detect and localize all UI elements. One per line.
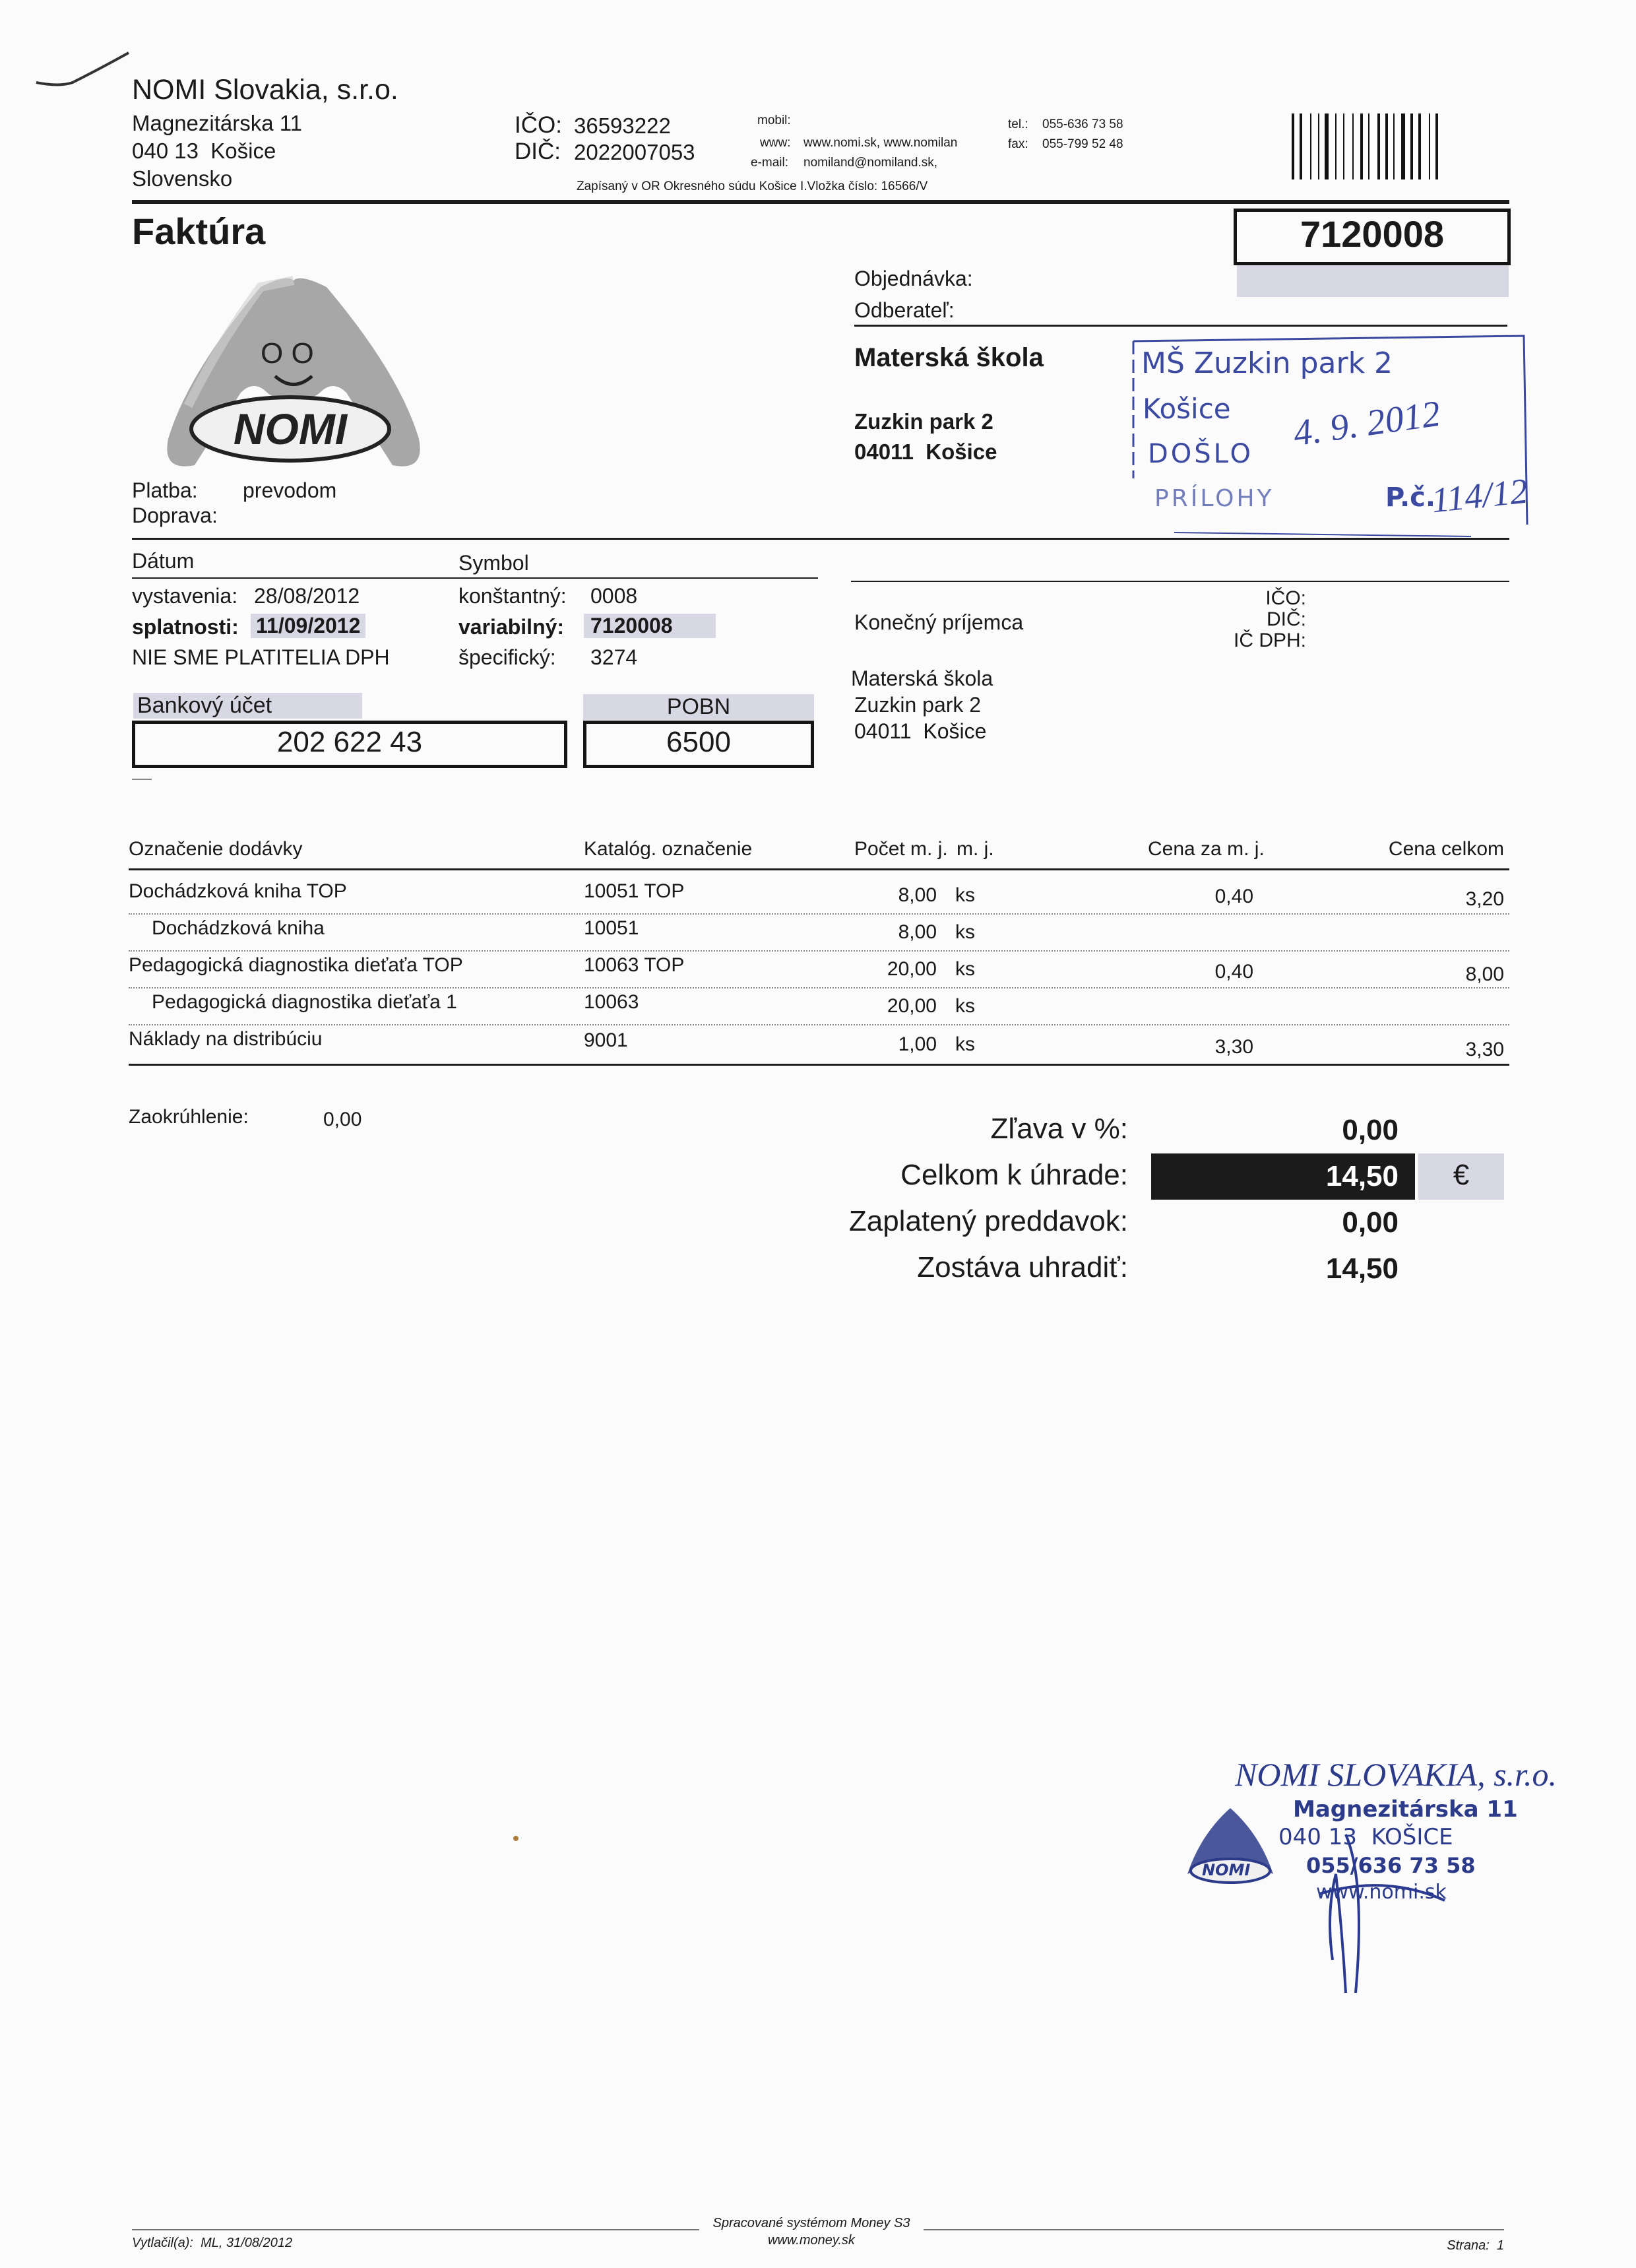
row-0-divider xyxy=(129,913,1509,915)
stamp-date-handwritten: 4. 9. 2012 xyxy=(1290,393,1443,455)
stamp-line4: PRÍLOHY xyxy=(1154,485,1274,512)
logo-text: NOMI xyxy=(233,405,348,453)
stamp-logo-text: NOMI xyxy=(1202,1861,1251,1879)
splatnosti-value: 11/09/2012 xyxy=(251,614,365,638)
recipient-ico-label: IČO: xyxy=(1265,587,1306,609)
row-0-unit: ks xyxy=(955,884,975,906)
customer-name: Materská škola xyxy=(854,343,1044,372)
mobil-label: mobil: xyxy=(757,113,791,127)
barcode-bar xyxy=(1393,113,1395,179)
konst-label: konštantný: xyxy=(458,584,567,608)
row-4-name: Náklady na distribúciu xyxy=(129,1028,323,1050)
fax-value: 055-799 52 48 xyxy=(1042,137,1123,151)
tel-value: 055-636 73 58 xyxy=(1042,117,1123,131)
barcode-bar xyxy=(1377,113,1380,179)
bank-code-label: POBN xyxy=(583,694,814,720)
splatnosti-label: splatnosti: xyxy=(132,615,239,639)
col-header-price: Cena za m. j. xyxy=(1148,838,1265,860)
row-3-divider xyxy=(129,1024,1509,1025)
platba-label: Platba: xyxy=(132,478,198,502)
barcode-bar xyxy=(1360,113,1363,179)
logo-eyes: O O xyxy=(261,337,314,370)
row-3-qty: 20,00 xyxy=(887,995,937,1017)
table-bottom-rule xyxy=(129,1064,1509,1066)
stamp-line3: DOŠLO xyxy=(1148,439,1254,469)
row-4-unit: ks xyxy=(955,1033,975,1055)
customer-city: 04011 Košice xyxy=(854,439,997,464)
stamp-line2: Košice xyxy=(1143,393,1231,425)
row-2-name: Pedagogická diagnostika dieťaťa TOP xyxy=(129,954,463,976)
symbol-header: Symbol xyxy=(458,551,529,575)
company-country: Slovensko xyxy=(132,166,233,191)
dic-label: DIČ: xyxy=(515,139,561,164)
row-1-unit: ks xyxy=(955,921,975,943)
check-mark xyxy=(33,46,132,92)
recipient-rule xyxy=(851,581,1509,582)
row-2-unit: ks xyxy=(955,958,975,980)
recipient-icdph-label: IČ DPH: xyxy=(1233,630,1306,651)
barcode-bar xyxy=(1368,113,1369,179)
barcode-bar xyxy=(1335,113,1337,179)
barcode-bar xyxy=(1310,113,1311,179)
spec-value: 3274 xyxy=(590,645,638,669)
barcode-bar xyxy=(1385,113,1388,179)
recipient-city: 04011 Košice xyxy=(854,719,987,743)
footer-rule-right xyxy=(924,2229,1504,2230)
objednavka-label: Objednávka: xyxy=(854,267,973,290)
row-2-qty: 20,00 xyxy=(887,958,937,980)
bank-code: 6500 xyxy=(666,726,731,758)
received-stamp xyxy=(1128,327,1530,538)
barcode-bar xyxy=(1300,113,1302,179)
var-label: variabilný: xyxy=(458,615,565,639)
footer-printed: Vytlačil(a): ML, 31/08/2012 xyxy=(132,2236,293,2250)
www-value: www.nomi.sk, www.nomilan xyxy=(803,136,958,150)
email-value: nomiland@nomiland.sk, xyxy=(803,156,938,170)
zostava-label: Zostáva uhradiť: xyxy=(917,1251,1128,1283)
row-4-qty: 1,00 xyxy=(898,1033,937,1055)
col-header-qty: Počet m. j. xyxy=(854,838,948,860)
footer-system: Spracované systémom Money S3 xyxy=(712,2216,910,2230)
company-street: Magnezitárska 11 xyxy=(132,111,303,135)
row-2-price: 0,40 xyxy=(1214,961,1253,983)
stray-mark xyxy=(513,1836,519,1841)
konst-value: 0008 xyxy=(590,584,638,608)
stamp-company-city: 040 13 KOŠICE xyxy=(1278,1824,1453,1850)
table-header-rule xyxy=(129,868,1509,870)
row-3-unit: ks xyxy=(955,995,975,1017)
col-header-name: Označenie dodávky xyxy=(129,838,303,860)
company-name: NOMI Slovakia, s.r.o. xyxy=(132,74,398,106)
zaokruhlenie-label: Zaokrúhlenie: xyxy=(129,1106,249,1128)
nomi-logo xyxy=(129,267,452,485)
barcode-bar xyxy=(1343,113,1344,179)
row-1-cat: 10051 xyxy=(584,917,639,939)
celkom-value: 14,50 xyxy=(1325,1160,1399,1192)
preddavok-label: Zaplatený preddavok: xyxy=(848,1205,1128,1237)
document-title: Faktúra xyxy=(132,211,266,252)
row-0-total: 3,20 xyxy=(1465,888,1504,910)
row-4-price: 3,30 xyxy=(1214,1036,1253,1058)
zlava-value: 0,00 xyxy=(1342,1114,1399,1146)
signature xyxy=(1293,1795,1464,1993)
spec-label: špecifický: xyxy=(458,645,556,669)
barcode-bar xyxy=(1401,113,1405,179)
row-2-total: 8,00 xyxy=(1465,963,1504,985)
invoice-number: 7120008 xyxy=(1300,213,1444,255)
stamp-number-handwritten: 114/12 xyxy=(1430,470,1530,521)
stamp-company-phone: 055/636 73 58 xyxy=(1306,1853,1476,1878)
barcode-bar xyxy=(1318,113,1319,179)
stamp-company-web: www.nomi.sk xyxy=(1316,1881,1447,1904)
company-stamp xyxy=(1174,1755,1557,1993)
recipient-dic-label: DIČ: xyxy=(1267,608,1306,630)
zostava-value: 14,50 xyxy=(1325,1252,1399,1285)
recipient-street: Zuzkin park 2 xyxy=(854,693,982,717)
customer-street: Zuzkin park 2 xyxy=(854,409,993,434)
barcode-bar xyxy=(1410,113,1413,179)
row-1-name: Dochádzková kniha xyxy=(152,917,325,939)
doprava-label: Doprava: xyxy=(132,503,218,527)
barcode-bar xyxy=(1418,113,1421,179)
platba-value: prevodom xyxy=(243,478,337,502)
stamp-logo-icon xyxy=(1174,1801,1286,1894)
odberatel-label: Odberateľ: xyxy=(854,298,955,322)
stamp-company-name: NOMI SLOVAKIA, s.r.o. xyxy=(1235,1756,1557,1793)
header-rule xyxy=(132,200,1509,204)
currency: € xyxy=(1453,1159,1470,1191)
recipient-name: Materská škola xyxy=(851,666,993,690)
col-header-unit: m. j. xyxy=(957,838,994,860)
row-3-name: Pedagogická diagnostika dieťaťa 1 xyxy=(152,991,457,1013)
vystavenia-value: 28/08/2012 xyxy=(254,584,360,608)
fax-label: fax: xyxy=(1008,137,1028,151)
datum-rule xyxy=(132,577,818,579)
footer-page: Strana: 1 xyxy=(1447,2238,1504,2253)
vystavenia-label: vystavenia: xyxy=(132,584,238,608)
celkom-label: Celkom k úhrade: xyxy=(900,1159,1128,1191)
row-0-price: 0,40 xyxy=(1214,886,1253,907)
row-2-cat: 10063 TOP xyxy=(584,954,685,976)
barcode xyxy=(1292,113,1457,179)
row-0-name: Dochádzková kniha TOP xyxy=(129,880,347,902)
bank-dash xyxy=(132,779,152,780)
number-shade xyxy=(1237,265,1509,297)
preddavok-value: 0,00 xyxy=(1342,1206,1399,1239)
barcode-bar xyxy=(1429,113,1430,179)
row-2-divider xyxy=(129,987,1509,988)
row-4-cat: 9001 xyxy=(584,1029,628,1051)
stamp-company-street: Magnezitárska 11 xyxy=(1293,1796,1518,1823)
datum-header: Dátum xyxy=(132,549,195,573)
row-3-cat: 10063 xyxy=(584,991,639,1013)
tel-label: tel.: xyxy=(1008,117,1028,131)
zaokruhlenie-value: 0,00 xyxy=(323,1109,362,1130)
register-note: Zapísaný v OR Okresného súdu Košice I.Vložka číslo: 16566/V xyxy=(577,179,928,193)
stamp-pc: P.č. xyxy=(1385,482,1436,513)
dic-value: 2022007053 xyxy=(574,140,695,164)
zlava-label: Zľava v %: xyxy=(990,1113,1128,1145)
company-city: 040 13 Košice xyxy=(132,139,276,163)
var-value: 7120008 xyxy=(584,614,716,638)
bank-account: 202 622 43 xyxy=(276,726,423,758)
recipient-header: Konečný príjemca xyxy=(854,610,1024,634)
stamp-line1: MŠ Zuzkin park 2 xyxy=(1141,346,1393,380)
row-0-qty: 8,00 xyxy=(898,884,937,906)
middle-rule xyxy=(132,538,1509,540)
www-label: www: xyxy=(760,136,791,150)
barcode-bar xyxy=(1292,113,1294,179)
ico-label: IČO: xyxy=(515,112,562,138)
row-1-qty: 8,00 xyxy=(898,921,937,943)
row-0-cat: 10051 TOP xyxy=(584,880,685,902)
footer-rule-left xyxy=(132,2229,699,2230)
col-header-catalog: Katalóg. označenie xyxy=(584,838,753,860)
ico-value: 36593222 xyxy=(574,113,671,138)
footer-system-web: www.money.sk xyxy=(768,2233,855,2248)
barcode-bar xyxy=(1325,113,1329,179)
barcode-bar xyxy=(1435,113,1438,179)
col-header-total: Cena celkom xyxy=(1388,838,1504,860)
email-label: e-mail: xyxy=(751,156,789,170)
row-1-divider xyxy=(129,950,1509,952)
dph-note: NIE SME PLATITELIA DPH xyxy=(132,645,390,669)
row-4-total: 3,30 xyxy=(1465,1039,1504,1060)
bank-label: Bankový účet xyxy=(133,693,362,719)
barcode-bar xyxy=(1352,113,1354,179)
